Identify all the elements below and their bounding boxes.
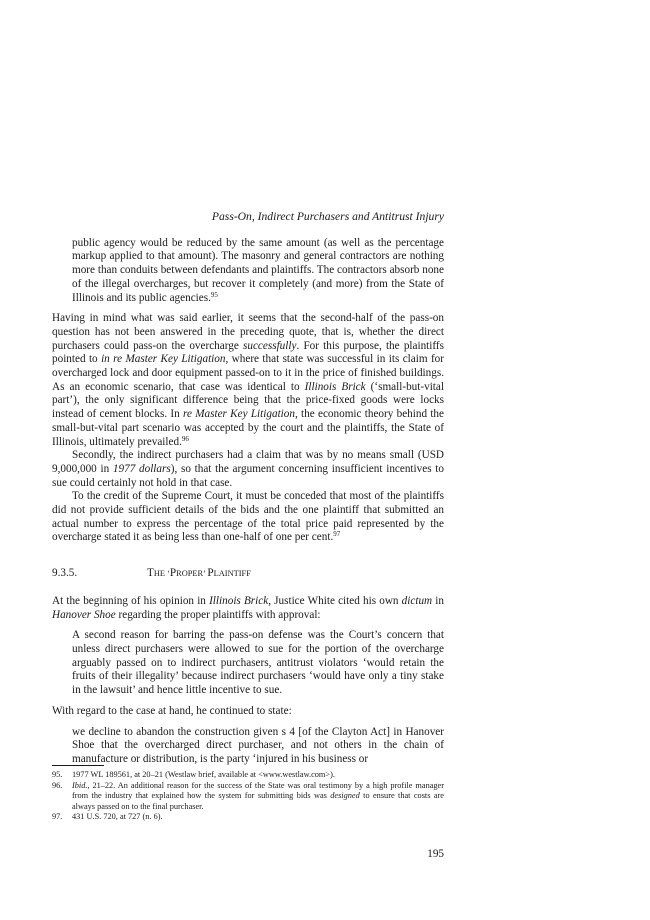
footnote-96 — [52, 781, 444, 813]
text-run: At the beginning of his opinion in — [52, 594, 210, 607]
paragraph-5: With regard to the case at hand, he continued to state: — [52, 704, 292, 717]
footnote-ref-96: 96 — [181, 434, 189, 443]
text-run: , 21–22. An additional reason for the success of the State was oral testimony by a high profile manager from the industry that explained how the system for submitting bids was — [72, 780, 444, 801]
text-run: (‘small-but-vital part’), the only significant difference being that the price-fixed goods were locks instead of cement blocks. In — [52, 380, 444, 421]
running-head: Pass-On, Indirect Purchasers and Antitrust Injury — [211, 210, 444, 223]
text-run: to ensure that costs are always passed on to the final purchaser. — [72, 791, 444, 811]
footnote-text: 1977 WL 189561, at 20–21 (Westlaw brief, available at <www.westlaw.com>). — [72, 770, 335, 779]
text-run: , Justice White cited his own — [268, 594, 402, 607]
block-quote-3 — [52, 726, 444, 767]
italic-run: 1977 dollars — [112, 462, 171, 475]
title-small: LAINTIFF — [213, 569, 251, 579]
quote-text: public agency would be reduced by the same amount (as well as the percentage markup applied to that amount). The masonry and general contractors are nothing more than conduits between defendants and plaintiffs. The contractors absorb none of the illegal overcharges, but recover it completely (and more) from the State of Illinois and its public agencies. — [72, 236, 444, 304]
text-run: ), so that the argument concerning insufficient incentives to sue could certainly not hold in that case. — [52, 462, 444, 489]
title-cap: P — [207, 567, 214, 580]
text-run: regarding the proper plaintiffs with approval: — [115, 608, 321, 621]
footnote-ref-95: 95 — [210, 290, 218, 299]
italic-run: re Master Key Litigation — [183, 408, 295, 421]
footnote-text: 431 U.S. 720, at 727 (n. 6). — [72, 812, 163, 822]
footnote-number: 97. — [52, 812, 63, 822]
paragraph-1 — [52, 312, 444, 449]
text-run: . For this purpose, the plaintiffs pointed to — [52, 339, 445, 366]
italic-run: successfully — [243, 339, 297, 352]
footnote-text — [72, 781, 444, 813]
italic-run: Hanover Shoe — [52, 608, 116, 621]
title-small: ROPER’ — [176, 569, 208, 579]
paragraph-3 — [52, 490, 444, 545]
block-quote-top — [52, 237, 444, 306]
page-number: 195 — [427, 848, 444, 860]
paragraph-2 — [52, 449, 444, 490]
italic-run: Ibid. — [72, 780, 88, 790]
footnotes — [52, 765, 444, 823]
footnote-number: 95. — [52, 770, 63, 779]
text-run: Having in mind what was said earlier, it seems that the second-half of the pass-on question has not been answered in the preceding quote, that is, whether the direct purchasers could pass-on the overcharge — [52, 312, 444, 352]
section-number: 9.3.5. — [52, 567, 78, 580]
text-run: , where that state was successful in its claim for overcharged lock and door equipment passed-on to it in the price of finished buildings. As an economic scenario, that case was identical to — [52, 353, 444, 393]
text-run: To the credit of the Supreme Court, it must be conceded that most of the plaintiffs did not provide sufficient details of the bids and the one plaintiff that submitted an actual number to express the percentage of the total price paid represented by the overcharge stated it as being less than one-half of one per cent. — [52, 490, 444, 544]
footnote-97 — [52, 812, 444, 823]
block-quote-text: A second reason for barring the pass-on defense was the Court’s concern that unless direct purchasers were allowed to sue for the portion of the overcharge arguably passed on to indirect purchasers, antitrust violators ‘would retain the fruits of their illegality’ because indirect purchasers ‘would have only a tiny stake in the lawsuit’ and hence little incentive to sue. — [72, 629, 444, 697]
paragraph-4 — [52, 595, 444, 622]
italic-run: Illinois Brick — [304, 380, 366, 393]
text-run: Secondly, the indirect purchasers had a claim that was by no means small (USD 9,000,000 in — [52, 449, 444, 475]
italic-run: in re Master Key Litigation — [101, 353, 226, 366]
footnote-rule — [52, 765, 104, 766]
block-quote-text — [72, 237, 444, 306]
footnote-ref-97: 97 — [333, 530, 341, 539]
block-quote-text: we decline to abandon the construction given s 4 [of the Clayton Act] in Hanover Shoe that the overcharged direct purchaser, and not others in the chain of manufacture or distribution, is the party ‘injured in his business or — [72, 725, 444, 765]
italic-run: designed — [330, 791, 360, 801]
block-quote-2 — [52, 629, 444, 698]
page-body — [52, 210, 444, 767]
section-heading — [52, 567, 444, 581]
italic-run: dictum — [401, 594, 433, 607]
text-run: , the economic theory behind the small-but-vital part scenario was accepted by the court and the plaintiffs, the State of Illinois, ultimately prevailed. — [52, 408, 444, 448]
footnote-number: 96. — [52, 780, 63, 790]
section-title — [147, 567, 251, 581]
text-run: in — [432, 594, 444, 607]
footnote-95 — [52, 770, 444, 781]
title-cap: P — [169, 567, 177, 580]
italic-run: Illinois Brick — [209, 594, 269, 607]
title-small: HE ‘ — [153, 569, 170, 579]
title-cap: T — [147, 567, 154, 580]
